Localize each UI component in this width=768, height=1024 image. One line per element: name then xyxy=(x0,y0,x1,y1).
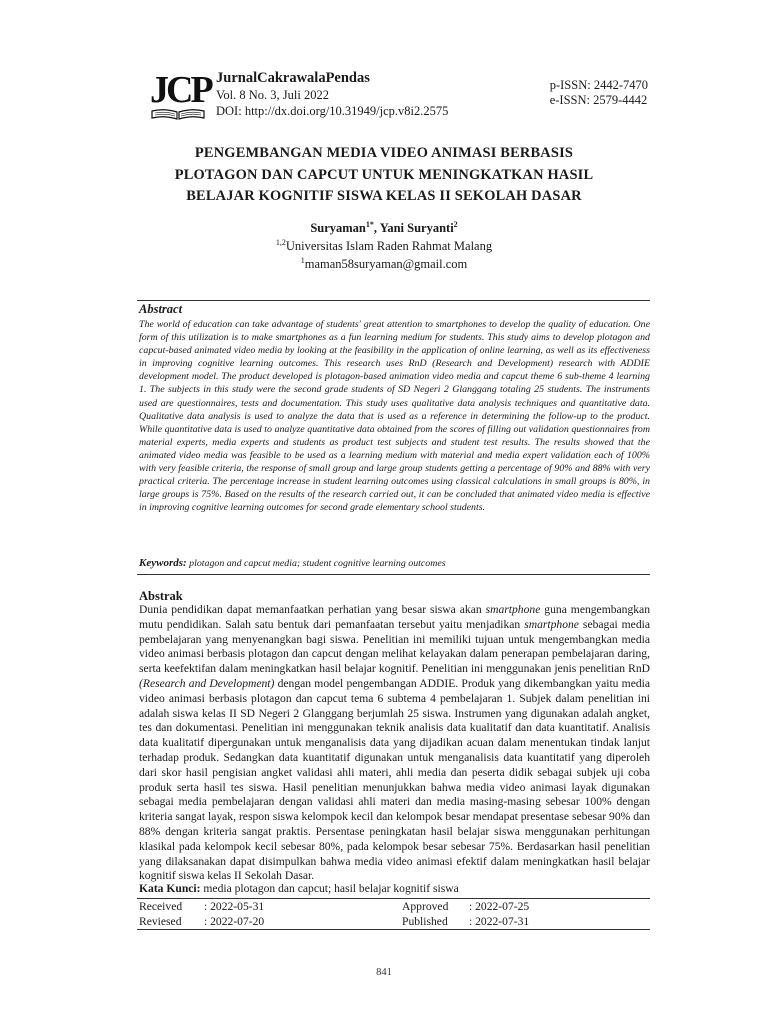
keywords-en xyxy=(139,557,650,570)
reviesed-date: : 2022-07-20 xyxy=(204,915,265,928)
corresponding-email xyxy=(150,256,618,272)
abstrak-text xyxy=(139,603,650,884)
author-2-marker: 2 xyxy=(453,219,458,229)
affiliation-text: Universitas Islam Raden Rahmat Malang xyxy=(285,239,493,253)
journal-logo xyxy=(150,69,211,122)
journal-info xyxy=(216,70,448,119)
email-marker: 1 xyxy=(300,255,305,265)
received-date: : 2022-05-31 xyxy=(204,900,265,913)
approved-date: : 2022-07-25 xyxy=(469,900,530,913)
author-list xyxy=(150,220,618,236)
dates-bottom-rule xyxy=(137,929,650,930)
abstract-text: The world of education can take advantage of students' great attention to smartphones to develop the quality of education. One form of this utilization is to make smartphones as a fun learning medium for students. This study aims to develop plotagon and capcut-based animated video media by looking at the feasibility in the application of online learning, as well as its effectiveness in improving cognitive learning outcomes. This research uses RnD (Research and Development) research with ADDIE development model. The product developed is plotagon-based animation video media and capcut theme 6 sub-theme 4 learning 1. The subjects in this study were the second grade students of SD Negeri 2 Glanggang totaling 25 students. The instruments used are questionnaires, tests and documentation. This study uses qualitative data analysis techniques and quantitative data. Qualitative data analysis is used to analyze the data that is used as a reference in determining the follow-up to the product. While quantitative data is used to analyze quantitative data obtained from the scores of filling out validation questionnaires from material experts, media experts and students as product test subjects and student test results. The results showed that the animated video media was feasible to be used as a learning medium with material and media expert validation each of 100% with very feasible criteria, the response of small group and large group students getting a percentage of 90% and 88% with very practical criteria. The percentage increase in student learning outcomes using classical calculations in small groups is 80%, in large groups is 75%. Based on the results of the research carried out, it can be concluded that animated video media is effective in improving cognitive learning outcomes for second grade elementary school students. xyxy=(139,319,650,514)
journal-volume: Vol. 8 No. 3, Juli 2022 xyxy=(216,88,329,102)
abstrak-italic-3: (Research and Development) xyxy=(139,676,275,690)
reviesed-label: Reviesed xyxy=(139,915,182,928)
abstrak-italic-1: smartphone xyxy=(485,603,541,616)
keywords-id-label: Kata Kunci: xyxy=(139,882,201,895)
published-date: : 2022-07-31 xyxy=(469,915,530,928)
journal-name: JurnalCakrawalaPendas xyxy=(216,70,370,86)
abstract-heading: Abstract xyxy=(139,302,183,316)
author-separator: , xyxy=(373,221,380,235)
issn-info xyxy=(550,78,648,108)
journal-doi[interactable]: DOI: http://dx.doi.org/10.31949/jcp.v8i2.2575 xyxy=(216,104,449,118)
email-text[interactable]: maman58suryaman@gmail.com xyxy=(304,257,468,271)
dates-row-1 xyxy=(139,899,650,914)
article-dates xyxy=(139,899,650,929)
abstrak-heading: Abstrak xyxy=(139,589,183,603)
author-2: Yani Suryanti xyxy=(379,221,454,235)
author-1: Suryaman xyxy=(310,221,366,235)
approved-label: Approved xyxy=(402,900,449,913)
title-line-2: PLOTAGON DAN CAPCUT UNTUK MENINGKATKAN HASIL xyxy=(174,166,594,183)
paper-title xyxy=(150,143,618,208)
abstrak-part-1: Dunia pendidikan dapat memanfaatkan perhatian yang besar siswa akan xyxy=(139,603,486,616)
abstract-top-rule xyxy=(137,300,650,301)
p-issn: p-ISSN: 2442-7470 xyxy=(549,78,648,92)
author-1-marker: 1* xyxy=(365,219,374,229)
keywords-id xyxy=(139,882,650,896)
open-book-icon xyxy=(150,108,206,120)
abstrak-italic-2: smartphone xyxy=(524,617,579,631)
title-line-1: PENGEMBANGAN MEDIA VIDEO ANIMASI BERBASIS xyxy=(194,145,574,161)
abstract-divider-rule xyxy=(137,574,650,575)
abstrak-part-4: dengan model pengembangan ADDIE. Produk yang dikembangkan yaitu media video animasi berbasis plotagon dan capcut tema 6 subtema 4 pembelajaran 1. Subjek dalam penelitian ini adalah siswa kelas II SD Negeri 2 Glanggang berjumlah 25 siswa. Instrumen yang digunakan adalah angket, tes dan dokumentasi. Penelitian ini menggunakan teknik analisis data kualitatif dan data kuantitatif. Analisis data kualitatif dipergunakan untuk menganalisis data yang dijadikan acuan dalam menentukan tindak lanjut terhadap produk. Sedangkan data kuantitatif digunakan untuk menganalisis data kuantitatif yang diperoleh dari skor hasil pengisian angket validasi ahli materi, ahli media dan peserta didik sebagai subjek uji coba produk serta hasil tes siswa. Hasil penelitian menunjukkan bahwa media video animasi layak digunakan sebagai media pembelajaran dengan validasi ahli materi dan media masing-masing sebesar 100% dengan kriteria sangat layak, respon siswa kelompok kecil dan kelompok besar mendapat presentase sebesar 90% dan 88% dengan kriteria sangat praktis. Persentase peningkatan hasil belajar siswa menggunakan perhitungan klasikal pada kelompok kecil sebesar 80%, pada kelompok besar sebesar 75%. Berdasarkan hasil penelitian yang dilaksanakan dapat disimpulkan bahwa media video animasi efektif dalam meningkatkan hasil belajar kognitif siswa kelas II Sekolah Dasar. xyxy=(139,676,651,883)
keywords-id-text: media plotagon dan capcut; hasil belajar kognitif siswa xyxy=(200,882,459,895)
published-label: Published xyxy=(402,915,448,928)
title-line-3: BELAJAR KOGNITIF SISWA KELAS II SEKOLAH DASAR xyxy=(186,188,582,204)
page-number: 841 xyxy=(376,967,392,978)
keywords-en-label: Keywords: xyxy=(139,557,187,569)
affiliation-marker: 1,2 xyxy=(275,237,286,247)
keywords-en-text: plotagon and capcut media; student cognitive learning outcomes xyxy=(186,558,446,569)
abstrak-part-3: sebagai media pembelajaran yang menyenangkan bagi siswa. Penelitian ini memiliki tujuan untuk mengembangkan media video animasi berbasis plotagon dan capcut dengan melihat kelayakan dalam penerapan pembelajaran daring, serta keefektifan dalam meningkatkan hasil belajar kognitif. Penelitian ini menggunakan jenis penelitian RnD xyxy=(139,617,650,676)
received-label: Received xyxy=(139,900,183,913)
e-issn: e-ISSN: 2579-4442 xyxy=(549,93,648,107)
logo-text: JCP xyxy=(150,69,211,111)
abstrak-part-2: guna mengembangkan mutu pendidikan. Salah satu bentuk dari pemanfaatan tersebut yaitu menjadikan xyxy=(139,603,650,631)
dates-row-2 xyxy=(139,914,650,929)
affiliation xyxy=(150,238,618,254)
